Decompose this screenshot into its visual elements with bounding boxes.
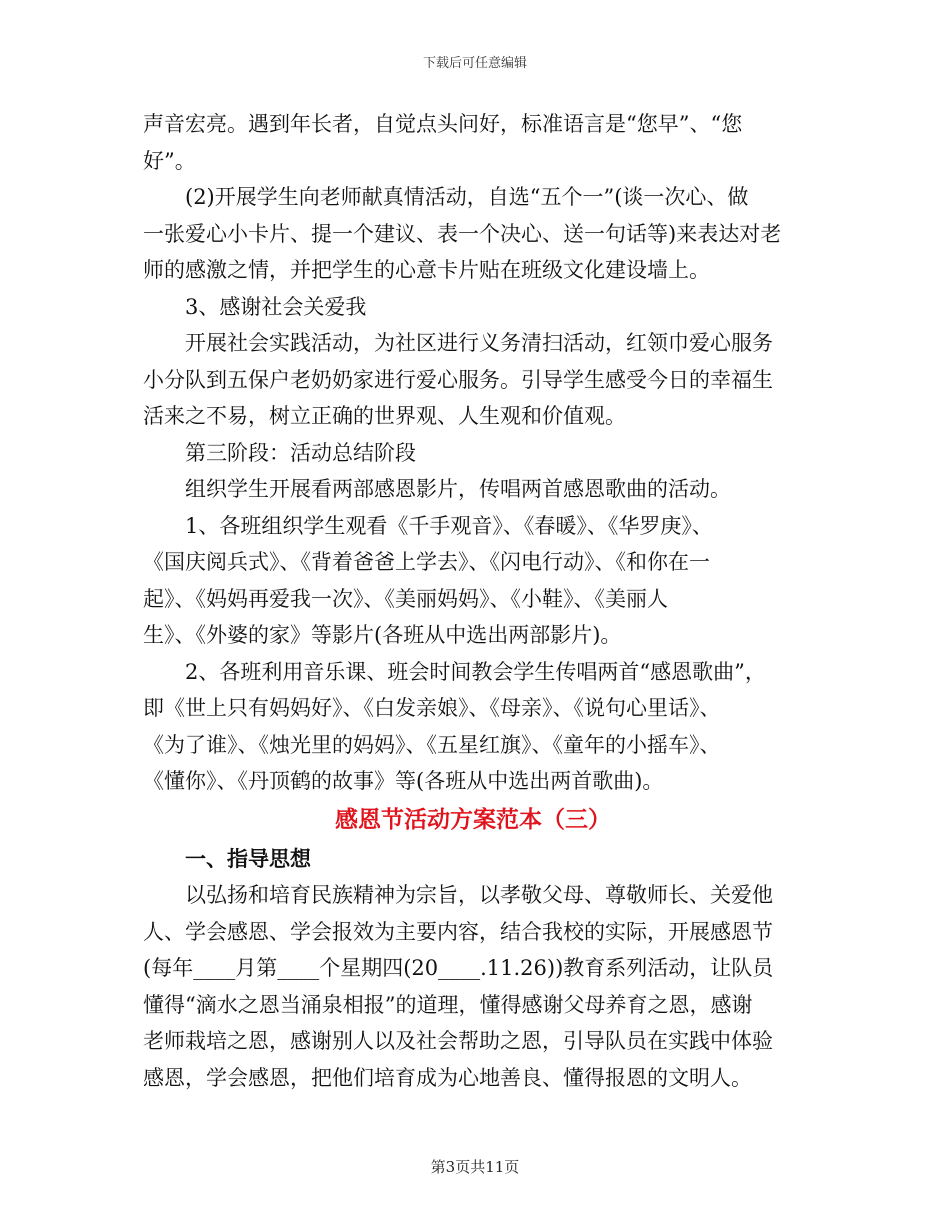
paragraph-line: 老师栽培之恩，感谢别人以及社会帮助之恩，引导队员在实践中体验: [143, 1029, 773, 1053]
paragraph-line: 好”。: [143, 148, 196, 173]
paragraph-line: 起》、《妈妈再爱我一次》、《美丽妈妈》、《小鞋》、《美丽人: [143, 586, 668, 611]
paragraph-line: 师的感激之情，并把学生的心意卡片贴在班级文化建设墙上。: [143, 258, 710, 282]
document-body: [143, 106, 803, 1096]
page-footer: 第3页共11页: [430, 1158, 520, 1176]
section-title: 感恩节活动方案范本（三）: [335, 805, 611, 833]
paragraph-line: 以弘扬和培育民族精神为宗旨，以孝敬父母、尊敬师长、关爱他: [185, 883, 773, 907]
paragraph-line: 活来之不易，树立正确的世界观、人生观和价值观。: [143, 404, 626, 428]
paragraph-line: 2、各班利用音乐课、班会时间教会学生传唱两首“感恩歌曲”，: [185, 659, 766, 684]
page-header: 下载后可任意编辑: [422, 56, 527, 71]
paragraph-line: 生》、《外婆的家》等影片(各班从中选出两部影片)。: [143, 623, 622, 647]
section-heading: 3、感谢社会关爱我: [185, 294, 367, 319]
paragraph-line: 感恩，学会感恩，把他们培育成为心地善良、懂得报恩的文明人。: [143, 1065, 752, 1090]
paragraph-line: 一张爱心小卡片、提一个建议、表一个决心、送一句话等)来表达对老: [143, 221, 782, 246]
paragraph-line: (2)开展学生向老师献真情活动，自选“五个一”(谈一次心、做: [185, 185, 749, 209]
paragraph-line: 开展社会实践活动，为社区进行义务清扫活动，红领巾爱心服务: [185, 331, 773, 355]
paragraph-line: 即《世上只有妈妈好》、《白发亲娘》、《母亲》、《说句心里话》、: [143, 696, 721, 720]
paragraph-line: 《懂你》、《丹顶鹤的故事》等(各班从中选出两首歌曲)。: [143, 769, 664, 793]
section-heading: 第三阶段：活动总结阶段: [185, 440, 416, 465]
paragraph-line: 1、各班组织学生观看《千手观音》、《春暖》、《华罗庚》、: [185, 513, 713, 538]
paragraph-line: 小分队到五保户老奶奶家进行爱心服务。引导学生感受今日的幸福生: [143, 367, 773, 392]
subsection-heading: 一、指导思想: [185, 845, 311, 871]
paragraph-line: 《国庆阅兵式》、《背着爸爸上学去》、《闪电行动》、《和你在一: [143, 550, 710, 574]
paragraph-line: 《为了谁》、《烛光里的妈妈》、《五星红旗》、《童年的小摇车》、: [143, 732, 721, 757]
paragraph-line: 组织学生开展看两部感恩影片，传唱两首感恩歌曲的活动。: [185, 477, 731, 501]
paragraph-line: (每年____月第____个星期四(20____.11.26))教育系列活动，让队员: [143, 956, 774, 980]
paragraph-line: 声音宏亮。遇到年长者，自觉点头问好，标准语言是“您早”、“您: [143, 112, 743, 136]
paragraph-line: 人、学会感恩、学会报效为主要内容，结合我校的实际，开展感恩节: [143, 919, 773, 944]
paragraph-line: 懂得“滴水之恩当涌泉相报”的道理，懂得感谢父母养育之恩，感谢: [143, 992, 753, 1017]
